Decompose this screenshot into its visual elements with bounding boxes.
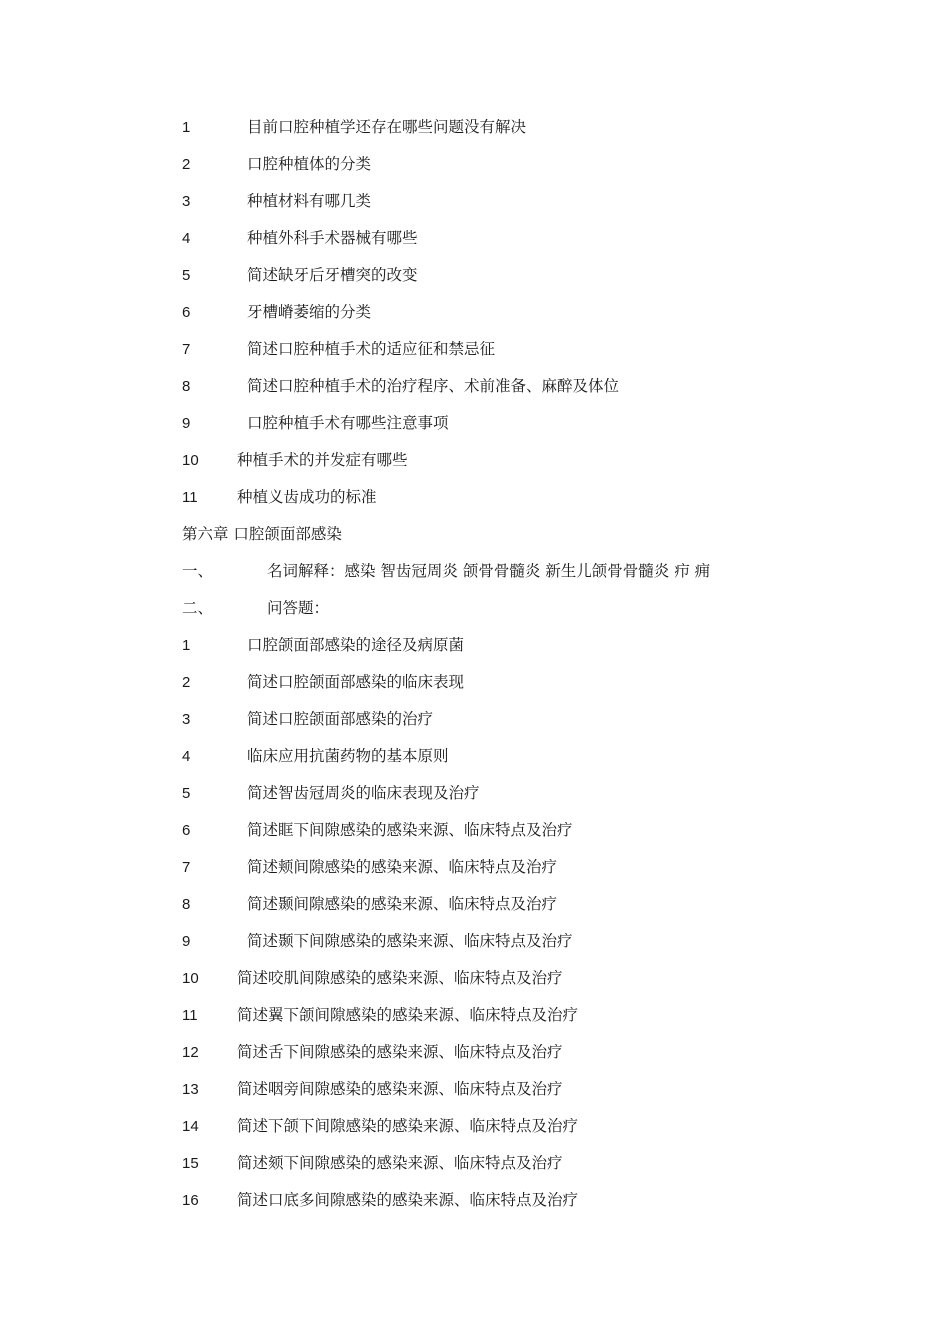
item-number: 8	[182, 378, 191, 395]
item-text: 种植材料有哪几类	[247, 192, 372, 210]
item-text: 简述智齿冠周炎的临床表现及治疗	[247, 784, 480, 802]
item-number: 11	[182, 1007, 198, 1024]
item-number: 7	[182, 341, 191, 358]
item-number: 1	[182, 637, 191, 654]
item-text: 简述下颌下间隙感染的感染来源、临床特点及治疗	[237, 1117, 579, 1135]
item-number: 16	[182, 1192, 199, 1209]
item-text: 简述翼下颌间隙感染的感染来源、临床特点及治疗	[237, 1006, 579, 1024]
item-text: 简述颏下间隙感染的感染来源、临床特点及治疗	[237, 1154, 563, 1172]
item-number: 3	[182, 193, 191, 210]
item-text: 种植义齿成功的标准	[237, 488, 377, 506]
item-number: 6	[182, 304, 191, 321]
item-text: 口腔种植手术有哪些注意事项	[247, 414, 449, 432]
item-number: 10	[182, 452, 199, 469]
section-text: 问答题：	[267, 599, 330, 617]
item-number: 13	[182, 1081, 199, 1098]
item-text: 简述颊间隙感染的感染来源、临床特点及治疗	[247, 858, 558, 876]
section-mark: 二、	[182, 599, 214, 617]
item-number: 4	[182, 230, 191, 247]
item-text: 口腔颌面部感染的途径及病原菌	[247, 636, 465, 654]
item-number: 1	[182, 119, 191, 136]
chapter-title-text: 第六章 口腔颌面部感染	[182, 525, 342, 543]
item-text: 简述口底多间隙感染的感染来源、临床特点及治疗	[237, 1191, 579, 1209]
item-text: 简述口腔种植手术的适应征和禁忌征	[247, 340, 496, 358]
item-number: 9	[182, 415, 191, 432]
item-text: 简述缺牙后牙槽突的改变	[247, 266, 418, 284]
item-number: 6	[182, 822, 191, 839]
item-number: 2	[182, 156, 191, 173]
item-text: 简述口腔种植手术的治疗程序、术前准备、麻醉及体位	[247, 377, 620, 395]
item-number: 11	[182, 489, 198, 506]
item-text: 简述颞下间隙感染的感染来源、临床特点及治疗	[247, 932, 573, 950]
item-number: 2	[182, 674, 191, 691]
item-number: 7	[182, 859, 191, 876]
item-number: 10	[182, 970, 199, 987]
item-number: 8	[182, 896, 191, 913]
item-text: 临床应用抗菌药物的基本原则	[247, 747, 449, 765]
item-number: 14	[182, 1118, 199, 1135]
item-text: 简述舌下间隙感染的感染来源、临床特点及治疗	[237, 1043, 563, 1061]
item-number: 9	[182, 933, 191, 950]
item-number: 3	[182, 711, 191, 728]
section-text: 名词解释：感染 智齿冠周炎 颌骨骨髓炎 新生儿颌骨骨髓炎 疖 痈	[267, 562, 711, 580]
item-text: 种植外科手术器械有哪些	[247, 229, 418, 247]
item-text: 口腔种植体的分类	[247, 155, 372, 173]
item-text: 简述口腔颌面部感染的治疗	[247, 710, 434, 728]
item-number: 5	[182, 267, 191, 284]
item-text: 简述眶下间隙感染的感染来源、临床特点及治疗	[247, 821, 573, 839]
item-text: 种植手术的并发症有哪些	[237, 451, 408, 469]
item-text: 简述颞间隙感染的感染来源、临床特点及治疗	[247, 895, 558, 913]
item-number: 12	[182, 1044, 199, 1061]
item-number: 4	[182, 748, 191, 765]
item-text: 牙槽嵴萎缩的分类	[247, 303, 372, 321]
item-text: 简述咽旁间隙感染的感染来源、临床特点及治疗	[237, 1080, 563, 1098]
item-text: 目前口腔种植学还存在哪些问题没有解决	[247, 118, 527, 136]
section-mark: 一、	[182, 562, 214, 580]
item-text: 简述口腔颌面部感染的临床表现	[247, 673, 465, 691]
item-number: 5	[182, 785, 191, 802]
item-text: 简述咬肌间隙感染的感染来源、临床特点及治疗	[237, 969, 563, 987]
item-number: 15	[182, 1155, 199, 1172]
